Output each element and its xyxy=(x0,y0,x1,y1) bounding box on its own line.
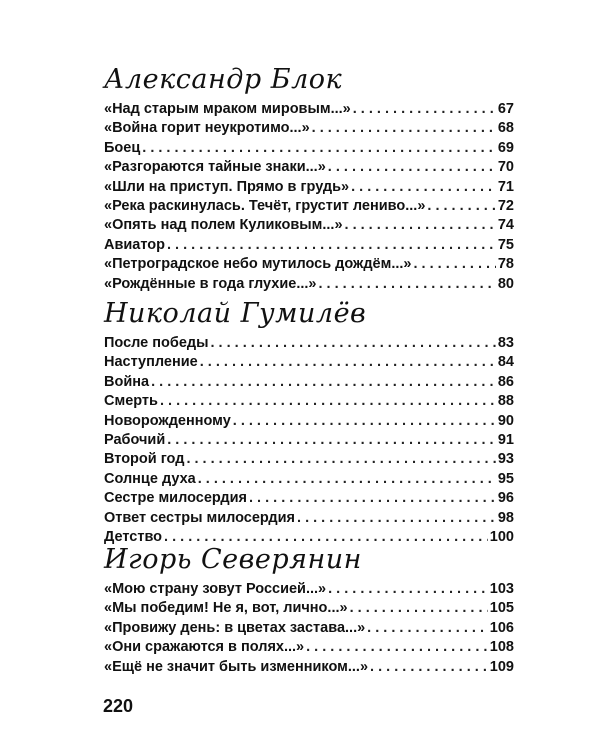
dot-leader xyxy=(160,392,496,411)
entry-title: Новорожденному xyxy=(104,412,231,429)
toc-entry xyxy=(104,236,514,255)
entry-page: 69 xyxy=(497,139,514,156)
dot-leader xyxy=(200,353,496,372)
author-heading: Николай Гумилёв xyxy=(104,298,367,329)
dot-leader xyxy=(297,509,496,528)
toc-entry xyxy=(104,353,514,372)
dot-leader xyxy=(370,658,488,677)
toc-entry xyxy=(104,255,514,274)
dot-leader xyxy=(413,255,495,274)
entry-title: «Опять над полем Куликовым...» xyxy=(104,217,343,234)
dot-leader xyxy=(312,119,496,138)
dot-leader xyxy=(328,580,488,599)
entry-page: 78 xyxy=(497,256,514,273)
entry-page: 67 xyxy=(497,101,514,117)
entry-page: 71 xyxy=(497,178,514,195)
entry-page: 108 xyxy=(489,639,514,656)
section-blok xyxy=(104,62,514,294)
toc-entry xyxy=(104,431,514,450)
dot-leader xyxy=(318,275,495,294)
dot-leader xyxy=(186,450,495,469)
dot-leader xyxy=(345,216,496,235)
entry-title: «Провижу день: в цветах застава...» xyxy=(104,619,366,636)
dot-leader xyxy=(427,197,495,216)
toc-entry xyxy=(104,216,514,235)
dot-leader xyxy=(249,489,496,508)
entry-page: 100 xyxy=(489,528,514,545)
entry-title: Война xyxy=(104,373,150,390)
dot-leader xyxy=(233,412,496,431)
entry-title: Солнце духа xyxy=(104,470,196,487)
toc-entry xyxy=(104,334,514,353)
toc-entry xyxy=(104,139,514,158)
toc-entry xyxy=(104,638,514,657)
entry-page: 74 xyxy=(497,217,514,234)
entry-title: «Рождённые в года глухие...» xyxy=(104,275,317,292)
entry-title: Боец xyxy=(104,139,141,156)
entry-title: «Река раскинулась. Течёт, грустит лениво...» xyxy=(104,197,426,214)
entry-title: Смерть xyxy=(104,393,158,410)
entry-page: 95 xyxy=(497,470,514,487)
dot-leader xyxy=(211,334,496,353)
dot-leader xyxy=(198,470,496,489)
entry-title: «Шли на приступ. Прямо в грудь» xyxy=(104,178,350,195)
section-gumilev xyxy=(104,296,514,547)
entry-page: 109 xyxy=(489,658,514,675)
entry-title: Сестре милосердия xyxy=(104,490,247,507)
entry-title: Ответ сестры милосердия xyxy=(104,509,296,526)
entry-page: 96 xyxy=(497,490,514,507)
toc-entry xyxy=(104,119,514,138)
entry-title: После победы xyxy=(104,335,209,351)
entry-title: Второй год xyxy=(104,451,185,468)
entry-page: 91 xyxy=(497,431,514,448)
toc-entry xyxy=(104,580,514,599)
toc-entry xyxy=(104,412,514,431)
toc-entry xyxy=(104,470,514,489)
toc-entry xyxy=(104,450,514,469)
dot-leader xyxy=(353,100,496,119)
entry-page: 93 xyxy=(497,451,514,468)
author-heading: Игорь Северянин xyxy=(104,544,362,575)
page-number: 220 xyxy=(103,696,134,716)
dot-leader xyxy=(142,139,496,158)
toc-entry xyxy=(104,489,514,508)
section-severyanin xyxy=(104,542,514,677)
dot-leader xyxy=(350,599,488,618)
dot-leader xyxy=(167,431,496,450)
dot-leader xyxy=(151,373,496,392)
entry-title: «Ещё не значит быть изменником...» xyxy=(104,658,369,675)
entry-page: 86 xyxy=(497,373,514,390)
entry-page: 106 xyxy=(489,619,514,636)
entry-title: «Мою страну зовут Россией...» xyxy=(104,581,327,597)
toc-entry xyxy=(104,275,514,294)
entry-page: 72 xyxy=(497,197,514,214)
entry-title: «Они сражаются в полях...» xyxy=(104,639,305,656)
toc-entry xyxy=(104,373,514,392)
entry-page: 98 xyxy=(497,509,514,526)
entry-title: «Мы победим! Не я, вот, лично...» xyxy=(104,600,348,617)
entry-title: «Петроградское небо мутилось дождём...» xyxy=(104,256,412,273)
entry-page: 88 xyxy=(497,393,514,410)
toc-entry xyxy=(104,392,514,411)
entry-page: 68 xyxy=(497,120,514,137)
toc-entry xyxy=(104,509,514,528)
author-heading: Александр Блок xyxy=(104,64,343,95)
entries-list xyxy=(104,334,514,547)
toc-entry xyxy=(104,197,514,216)
entry-title: «Война горит неукротимо...» xyxy=(104,120,310,137)
toc-entry xyxy=(104,619,514,638)
dot-leader xyxy=(328,158,496,177)
entry-page: 70 xyxy=(497,159,514,176)
dot-leader xyxy=(306,638,488,657)
entries-list xyxy=(104,100,514,294)
entry-title: Детство xyxy=(104,528,163,545)
entry-page: 75 xyxy=(497,236,514,253)
entry-page: 83 xyxy=(497,335,514,351)
toc-entry xyxy=(104,599,514,618)
toc-entry xyxy=(104,178,514,197)
entry-page: 90 xyxy=(497,412,514,429)
entry-page: 80 xyxy=(497,275,514,292)
entry-title: Авиатор xyxy=(104,236,165,253)
entry-page: 103 xyxy=(489,581,514,597)
dot-leader xyxy=(367,619,488,638)
dot-leader xyxy=(351,178,496,197)
entry-title: «Разгораются тайные знаки...» xyxy=(104,159,326,176)
dot-leader xyxy=(167,236,496,255)
toc-entry xyxy=(104,658,514,677)
entry-title: «Над старым мраком мировым...» xyxy=(104,101,351,117)
entry-title: Рабочий xyxy=(104,431,166,448)
toc-entry xyxy=(104,158,514,177)
toc-entry xyxy=(104,100,514,119)
entry-page: 105 xyxy=(489,600,514,617)
entries-list xyxy=(104,580,514,677)
entry-title: Наступление xyxy=(104,354,198,371)
entry-page: 84 xyxy=(497,354,514,371)
